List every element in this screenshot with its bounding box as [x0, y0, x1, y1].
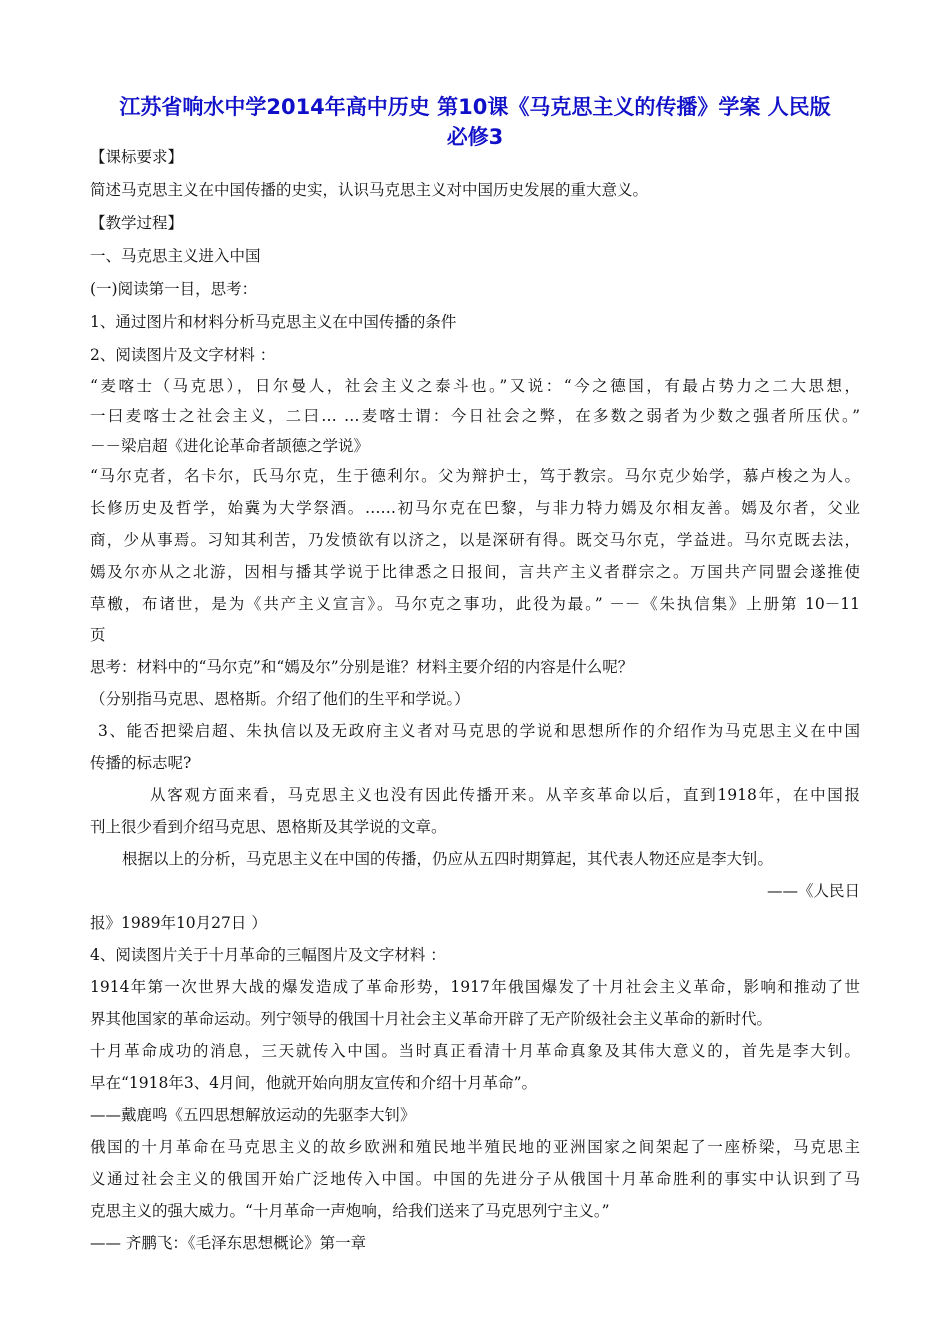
quote-line: 嫣及尔亦从之北游，因相与播其学说于比律悉之日报间，言共产主义者群宗之。万国共产同盟会遂推使 — [90, 563, 860, 581]
citation-line: —— 齐鹏飞：《毛泽东思想概论》第一章 — [90, 1234, 367, 1252]
paragraph-line: 界其他国家的革命运动。列宁领导的俄国十月社会主义革命开辟了无产阶级社会主义革命的新时代。 — [90, 1010, 773, 1028]
quote-line: 一曰麦喀士之社会主义，二曰… …麦喀士谓：今日社会之弊，在多数之弱者为少数之强者所压伏。” — [90, 407, 860, 425]
question-line: 2、阅读图片及文字材料 ： — [90, 346, 276, 364]
title-line-2: 必修3 — [446, 125, 504, 149]
citation-line: 报》1989年10月27日 ） — [90, 914, 267, 932]
heading-level-2: (一)阅读第一目，思考： — [90, 280, 258, 298]
paragraph-line: 克思主义的强大威力。“十月革命一声炮响，给我们送来了马克思列宁主义。” — [90, 1202, 610, 1220]
answer-line: （分别指马克思、恩格斯。介绍了他们的生平和学说。） — [90, 690, 470, 708]
question-line: 1、通过图片和材料分析马克思主义在中国传播的条件 — [90, 313, 457, 331]
section-heading: 【教学过程】 — [90, 214, 184, 232]
paragraph-line: 1914年第一次世界大战的爆发造成了革命形势，1917年俄国爆发了十月社会主义革命，影响和推动了世 — [90, 978, 860, 996]
question-line: 4、阅读图片关于十月革命的三幅图片及文字材料 ： — [90, 946, 446, 964]
quote-line: 草檄，布诸世，是为《共产主义宣言》。马尔克之事功，此役为最。” －－《朱执信集》上册第 10－11 — [90, 595, 860, 613]
paragraph-line: 义通过社会主义的俄国开始广泛地传入中国。中国的先进分子从俄国十月革命胜利的事实中认识到了马 — [90, 1170, 860, 1188]
paragraph-line: 早在“1918年3、4月间，他就开始向朋友宣传和介绍十月革命”。 — [90, 1074, 538, 1092]
paragraph-line: 刊上很少看到介绍马克思、恩格斯及其学说的文章。 — [90, 818, 447, 836]
paragraph-line: 简述马克思主义在中国传播的史实，认识马克思主义对中国历史发展的重大意义。 — [90, 181, 649, 199]
citation-line: －－梁启超《进化论革命者颉德之学说》 — [90, 437, 370, 455]
quote-line: 商，少从事焉。习知其利苦，乃发愤欲有以济之，以是深研有得。既交马尔克，学益进。马尔克既去法， — [90, 531, 860, 549]
section-heading: 【课标要求】 — [90, 148, 184, 166]
quote-line: 页 — [90, 626, 106, 644]
paragraph-line: 从客观方面来看，马克思主义也没有因此传播开来。从辛亥革命以后，直到1918年，在中国报 — [150, 786, 860, 804]
citation-line: ——《人民日 — [766, 882, 860, 900]
heading-level-1: 一、马克思主义进入中国 — [90, 247, 261, 265]
question-line: 传播的标志呢? — [90, 754, 192, 772]
paragraph-line: 俄国的十月革命在马克思主义的故乡欧洲和殖民地半殖民地的亚洲国家之间架起了一座桥梁，马克思主 — [90, 1138, 860, 1156]
paragraph-line: 根据以上的分析，马克思主义在中国的传播，仍应从五四时期算起，其代表人物还应是李大钊。 — [122, 850, 774, 868]
quote-line: “马尔克者，名卡尔，氏马尔克，生于德利尔。父为辩护士，笃于教宗。马尔克少始学，慕卢梭之为人。 — [90, 467, 860, 485]
paragraph-line: 十月革命成功的消息，三天就传入中国。当时真正看清十月革命真象及其伟大意义的，首先是李大钊。 — [90, 1042, 860, 1060]
quote-line: 长修历史及哲学，始冀为大学祭酒。……初马尔克在巴黎，与非力特力嫣及尔相友善。嫣及尔者，父业 — [90, 499, 860, 517]
question-line: 3、能否把梁启超、朱执信以及无政府主义者对马克思的学说和思想所作的介绍作为马克思主义在中国 — [98, 722, 860, 740]
citation-line: ——戴鹿鸣《五四思想解放运动的先驱李大钊》 — [90, 1106, 416, 1124]
quote-line: “麦喀士（马克思），日尔曼人，社会主义之泰斗也。”又说：“今之德国，有最占势力之二大思想， — [90, 377, 860, 395]
title-line-1: 江苏省响水中学2014年高中历史 第10课《马克思主义的传播》学案 人民版 — [119, 95, 831, 119]
question-line: 思考：材料中的“马尔克”和“嫣及尔”分别是谁？材料主要介绍的内容是什么呢？ — [90, 658, 634, 676]
